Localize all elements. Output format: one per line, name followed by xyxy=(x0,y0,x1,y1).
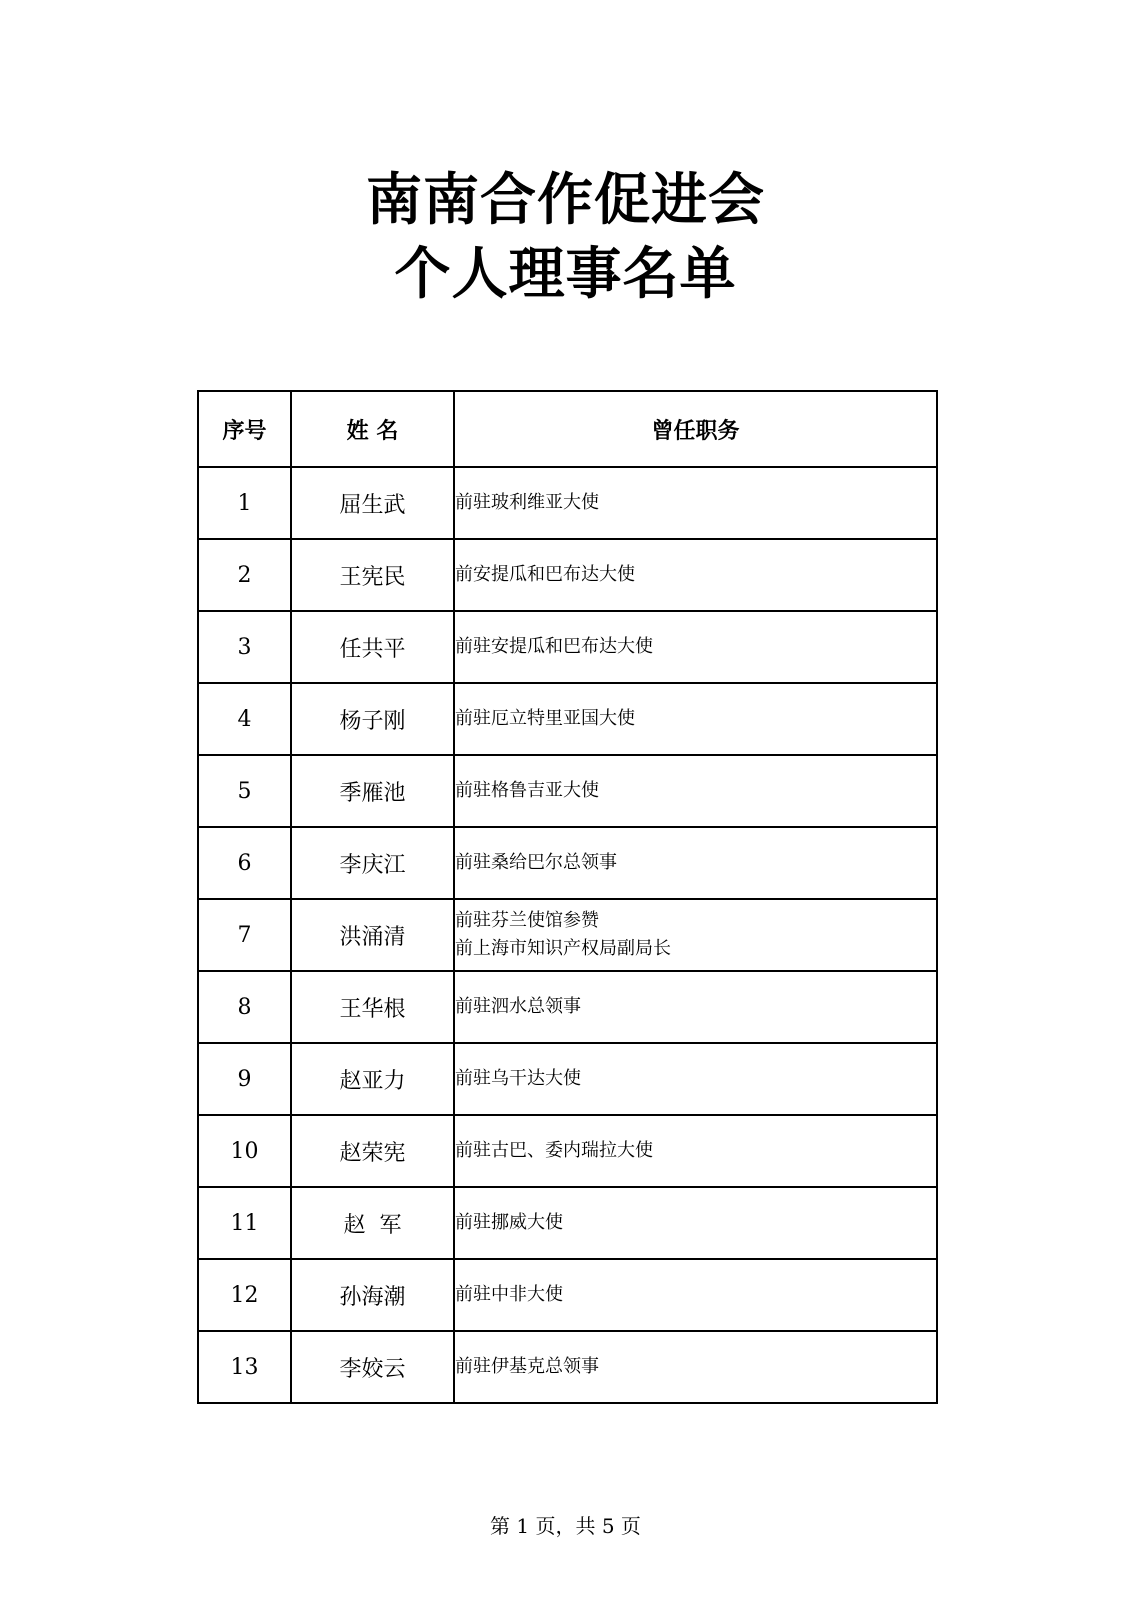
row-serial-number: 10 xyxy=(198,1115,291,1187)
row-former-position xyxy=(454,467,937,539)
row-serial-number: 12 xyxy=(198,1259,291,1331)
row-serial-number: 6 xyxy=(198,827,291,899)
row-former-position xyxy=(454,827,937,899)
table-row xyxy=(198,539,937,611)
row-serial-number: 9 xyxy=(198,1043,291,1115)
position-line: 前驻乌干达大使 xyxy=(455,1068,581,1089)
row-serial-number: 13 xyxy=(198,1331,291,1403)
row-name: 杨子刚 xyxy=(291,683,454,755)
row-serial-number: 11 xyxy=(198,1187,291,1259)
row-name: 季雁池 xyxy=(291,755,454,827)
table-row xyxy=(198,1187,937,1259)
table-row xyxy=(198,683,937,755)
header-serial-number: 序号 xyxy=(198,391,291,467)
row-former-position xyxy=(454,1043,937,1115)
table-row xyxy=(198,755,937,827)
row-former-position xyxy=(454,1331,937,1403)
position-line: 前驻中非大使 xyxy=(455,1284,563,1305)
row-name: 李庆江 xyxy=(291,827,454,899)
position-line: 前上海市知识产权局副局长 xyxy=(455,938,671,959)
table-row xyxy=(198,611,937,683)
row-former-position xyxy=(454,755,937,827)
row-name: 屈生武 xyxy=(291,467,454,539)
row-former-position xyxy=(454,611,937,683)
header-former-position: 曾任职务 xyxy=(454,391,937,467)
position-line: 前驻泗水总领事 xyxy=(455,996,581,1017)
position-line: 前驻伊基克总领事 xyxy=(455,1356,599,1377)
row-former-position xyxy=(454,1259,937,1331)
row-former-position xyxy=(454,899,937,971)
row-serial-number: 5 xyxy=(198,755,291,827)
table-row xyxy=(198,1331,937,1403)
row-serial-number: 7 xyxy=(198,899,291,971)
table-row xyxy=(198,827,937,899)
row-former-position xyxy=(454,1187,937,1259)
position-line: 前驻古巴、委内瑞拉大使 xyxy=(455,1140,653,1161)
position-line: 前驻桑给巴尔总领事 xyxy=(455,852,617,873)
row-name: 洪涌清 xyxy=(291,899,454,971)
row-name: 赵亚力 xyxy=(291,1043,454,1115)
page-number: 第 1 页，共 5 页 xyxy=(490,1514,641,1538)
position-line: 前驻挪威大使 xyxy=(455,1212,563,1233)
position-line: 前驻厄立特里亚国大使 xyxy=(455,708,635,729)
row-name: 任共平 xyxy=(291,611,454,683)
row-serial-number: 8 xyxy=(198,971,291,1043)
row-former-position xyxy=(454,1115,937,1187)
row-name: 李姣云 xyxy=(291,1331,454,1403)
directors-table xyxy=(197,390,938,1404)
row-name: 孙海潮 xyxy=(291,1259,454,1331)
row-serial-number: 2 xyxy=(198,539,291,611)
row-serial-number: 1 xyxy=(198,467,291,539)
position-line: 前驻芬兰使馆参赞 xyxy=(455,910,599,931)
row-name: 王宪民 xyxy=(291,539,454,611)
row-name: 赵 军 xyxy=(291,1187,454,1259)
table-row xyxy=(198,971,937,1043)
document-subtitle: 个人理事名单 xyxy=(394,242,737,307)
table-row xyxy=(198,1043,937,1115)
header-name: 姓 名 xyxy=(291,391,454,467)
row-former-position xyxy=(454,539,937,611)
row-serial-number: 4 xyxy=(198,683,291,755)
document-title: 南南合作促进会 xyxy=(366,168,765,233)
position-line: 前驻玻利维亚大使 xyxy=(455,492,599,513)
row-name: 赵荣宪 xyxy=(291,1115,454,1187)
position-line: 前安提瓜和巴布达大使 xyxy=(455,564,635,585)
row-serial-number: 3 xyxy=(198,611,291,683)
position-line: 前驻安提瓜和巴布达大使 xyxy=(455,636,653,657)
table-header-row xyxy=(198,391,937,467)
table-row xyxy=(198,467,937,539)
row-name: 王华根 xyxy=(291,971,454,1043)
table-row xyxy=(198,1115,937,1187)
table-body xyxy=(198,467,937,1403)
row-former-position xyxy=(454,683,937,755)
position-line: 前驻格鲁吉亚大使 xyxy=(455,780,599,801)
table-row xyxy=(198,1259,937,1331)
row-former-position xyxy=(454,971,937,1043)
table-row xyxy=(198,899,937,971)
